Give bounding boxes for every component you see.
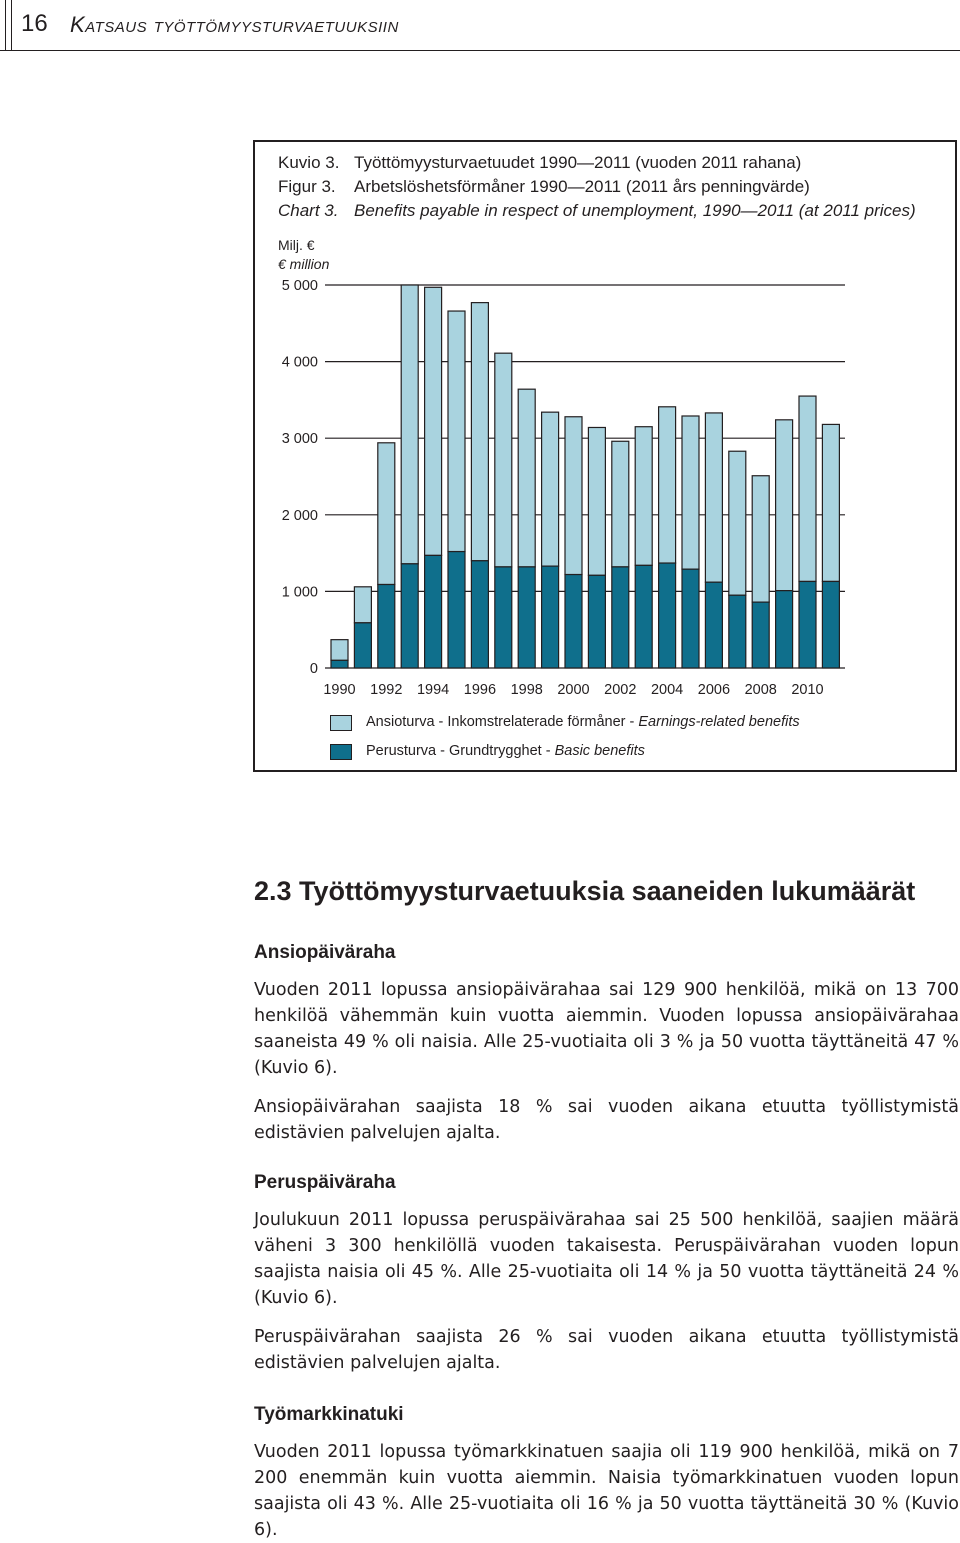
x-tick-label: 1998 [510, 682, 543, 698]
bar-basic-1999 [542, 566, 559, 668]
paragraph: Vuoden 2011 lopussa työmarkkinatuen saajia oli 119 900 henkilöä, mikä on 7 200 enemmän kuin vuotta aiemmin. Naisia työmarkkinatuen vuoden lopun saajista oli 43 %. Alle 25-vuotiaita oli 16 % ja 50 vuotta täyttäneitä 30 % (Kuvio 6). [254, 1442, 959, 1540]
paragraph: Ansiopäivärahan saajista 18 % sai vuoden aikana etuutta työllistymistä edistävien palvelujen ajalta. [254, 1097, 959, 1143]
bar-earnings-2011 [822, 424, 839, 581]
bar-earnings-2002 [612, 441, 629, 567]
y-tick-label: 5 000 [281, 278, 318, 294]
subheading-ansiopaivaraha: Ansiopäiväraha [254, 942, 396, 963]
x-tick-label: 1992 [370, 682, 403, 698]
bar-earnings-2006 [705, 413, 722, 582]
x-tick-label: 2002 [604, 682, 637, 698]
bar-basic-2010 [799, 581, 816, 668]
caption-label: Figur 3. [278, 177, 336, 196]
x-tick-label: 2004 [650, 682, 684, 698]
legend-text-italic: Earnings-related benefits [638, 714, 800, 730]
x-tick-label: 1996 [463, 682, 497, 698]
bar-basic-1994 [425, 555, 442, 668]
bar-earnings-2008 [752, 476, 769, 602]
bar-basic-1995 [448, 552, 465, 668]
page-number: 16 [21, 10, 48, 37]
caption-text: Benefits payable in respect of unemployment, 1990—2011 (at 2011 prices) [354, 201, 916, 220]
bar-earnings-1993 [401, 285, 418, 564]
bar-basic-1992 [378, 585, 395, 668]
bar-basic-2000 [565, 575, 582, 668]
bar-earnings-1997 [495, 353, 512, 567]
y-tick-label: 0 [309, 661, 318, 677]
x-tick-label: 2000 [557, 682, 590, 698]
caption-text: Työttömyysturvaetuudet 1990—2011 (vuoden 2011 rahana) [354, 153, 802, 172]
bar-earnings-1996 [471, 303, 488, 561]
y-tick-label: 4 000 [281, 354, 318, 371]
bar-earnings-1992 [378, 443, 395, 585]
bar-basic-2007 [729, 595, 746, 668]
bar-basic-2002 [612, 567, 629, 668]
bar-earnings-2000 [565, 417, 582, 575]
bar-earnings-2003 [635, 427, 652, 566]
bar-basic-2006 [705, 582, 722, 668]
bar-earnings-1998 [518, 389, 535, 567]
subheading-peruspaivaraha: Peruspäiväraha [254, 1172, 396, 1193]
paragraph: Peruspäivärahan saajista 26 % sai vuoden aikana etuutta työllistymistä edistävien palvelujen ajalta. [254, 1327, 959, 1373]
caption-label: Chart 3. [278, 201, 339, 220]
legend-swatch-basic [330, 744, 352, 760]
legend-text-italic: Basic benefits [554, 743, 645, 759]
bar-basic-2009 [776, 591, 793, 668]
bar-earnings-1991 [354, 587, 371, 623]
legend-text-plain: Perusturva - Grundtrygghet - [366, 743, 555, 759]
bar-basic-2004 [659, 563, 676, 668]
bar-basic-2008 [752, 602, 769, 668]
x-tick-label: 2010 [791, 682, 824, 698]
legend-swatch-earnings [330, 715, 352, 731]
caption-text: Arbetslöshetsförmåner 1990—2011 (2011 års penningvärde) [354, 177, 810, 196]
bar-basic-1996 [471, 561, 488, 668]
legend-label-earnings [366, 714, 800, 730]
y-tick-label: 3 000 [281, 431, 318, 448]
bar-earnings-1994 [425, 287, 442, 555]
x-tick-label: 1990 [323, 682, 356, 698]
unit-label-en: € million [278, 256, 330, 272]
y-tick-label: 1 000 [281, 584, 318, 601]
bar-basic-2005 [682, 569, 699, 668]
caption-label: Kuvio 3. [278, 153, 340, 172]
bar-basic-1997 [495, 567, 512, 668]
running-title: Katsaus työttömyysturvaetuuksiin [70, 12, 399, 37]
y-tick-label: 2 000 [281, 507, 318, 524]
unit-label-fi: Milj. € [278, 237, 315, 253]
legend-text-plain: Ansioturva - Inkomstrelaterade förmåner - [366, 714, 639, 730]
subheading-tyomarkkinatuki: Työmarkkinatuki [254, 1404, 404, 1425]
legend-label-basic [366, 743, 645, 759]
bar-earnings-2010 [799, 396, 816, 581]
bar-basic-1993 [401, 564, 418, 668]
bar-basic-1998 [518, 567, 535, 668]
bar-earnings-1999 [542, 412, 559, 566]
x-tick-label: 2006 [697, 682, 731, 698]
bar-basic-1990 [331, 660, 348, 668]
section-title: 2.3 Työttömyysturvaetuuksia saaneiden lukumäärät [254, 876, 916, 906]
bar-earnings-2004 [659, 407, 676, 563]
bar-basic-1991 [354, 623, 371, 668]
bar-basic-2011 [822, 581, 839, 668]
bars [331, 285, 839, 668]
bar-basic-2001 [588, 575, 605, 668]
bar-earnings-2007 [729, 451, 746, 595]
x-tick-label: 1994 [416, 682, 450, 698]
paragraph: Vuoden 2011 lopussa ansiopäivärahaa sai 129 900 henkilöä, mikä on 13 700 henkilöä vähemmän kuin vuotta aiemmin. Vuoden lopussa ansiopäivärahaa saaneista 49 % oli naisia. Alle 25-vuotiaita oli 3 % ja 50 vuotta täyttäneitä 47 % (Kuvio 6). [254, 980, 959, 1078]
bar-earnings-2005 [682, 416, 699, 569]
bar-earnings-1995 [448, 311, 465, 552]
bar-earnings-1990 [331, 640, 348, 661]
paragraph: Joulukuun 2011 lopussa peruspäivärahaa sai 25 500 henkilöä, saajien määrä väheni 3 300 henkilöllä vuoden takaisesta. Peruspäivärahan vuoden lopun saajista naisia oli 45 %. Alle 25-vuotiaita oli 14 % ja 50 vuotta täyttäneitä 24 % (Kuvio 6). [254, 1210, 959, 1308]
bar-earnings-2009 [776, 420, 793, 591]
bar-earnings-2001 [588, 427, 605, 575]
x-tick-label: 2008 [744, 682, 777, 698]
bar-basic-2003 [635, 565, 652, 668]
